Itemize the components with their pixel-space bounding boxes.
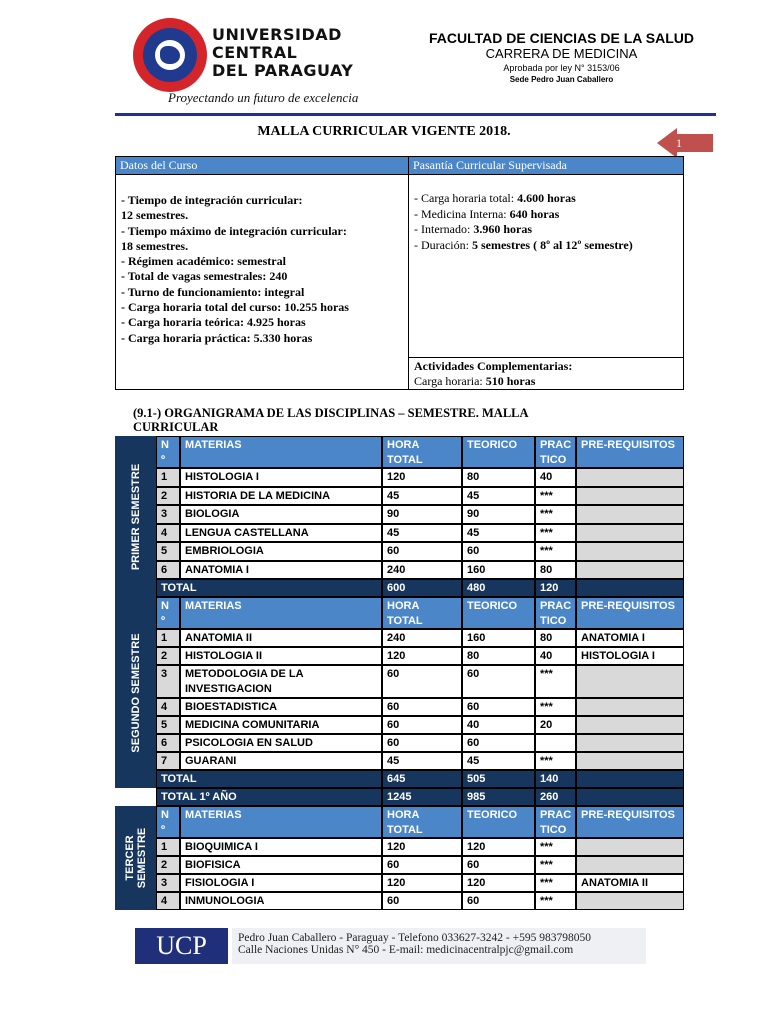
subject-name: BIOESTADISTICA bbox=[180, 698, 382, 716]
subject-theory-hours: 160 bbox=[462, 561, 535, 580]
header-number: N º bbox=[156, 806, 180, 838]
university-name-line: DEL PARAGUAY bbox=[212, 61, 354, 80]
subject-practice-hours: *** bbox=[535, 698, 576, 716]
row-number: 4 bbox=[156, 892, 180, 910]
header-prerequisitos: PRE-REQUISITOS bbox=[576, 597, 684, 629]
faculty-name: FACULTAD DE CIENCIAS DE LA SALUD bbox=[429, 30, 694, 46]
subject-name: ANATOMIA II bbox=[180, 629, 382, 647]
subject-name: PSICOLOGIA EN SALUD bbox=[180, 734, 382, 752]
subject-theory-hours: 80 bbox=[462, 647, 535, 665]
subject-prerequisite: ANATOMIA II bbox=[576, 874, 684, 892]
subject-prerequisite bbox=[576, 524, 684, 543]
subject-name: HISTOLOGIA II bbox=[180, 647, 382, 665]
row-number: 5 bbox=[156, 716, 180, 734]
row-number: 2 bbox=[156, 647, 180, 665]
course-data-line: - Carga horaria total del curso: 10.255 horas bbox=[121, 300, 349, 315]
total-hours: 600 bbox=[382, 579, 462, 597]
subject-total-hours: 60 bbox=[382, 856, 462, 874]
subject-practice-hours: *** bbox=[535, 524, 576, 543]
header-materias: MATERIAS bbox=[180, 597, 382, 629]
row-number: 3 bbox=[156, 505, 180, 524]
subject-practice-hours: 20 bbox=[535, 716, 576, 734]
subject-practice-hours: *** bbox=[535, 838, 576, 856]
footer-line: Calle Naciones Unidas N° 450 - E-mail: medicinacentralpjc@gmail.com bbox=[238, 944, 574, 956]
footer-contact bbox=[238, 932, 591, 956]
law-approval: Aprobada por ley N° 3153/06 bbox=[503, 63, 620, 73]
subject-prerequisite bbox=[576, 505, 684, 524]
subject-total-hours: 45 bbox=[382, 524, 462, 543]
row-number: 3 bbox=[156, 874, 180, 892]
subject-prerequisite bbox=[576, 665, 684, 698]
header-materias: MATERIAS bbox=[180, 436, 382, 468]
header-teorico: TEORICO bbox=[462, 806, 535, 838]
subject-total-hours: 60 bbox=[382, 665, 462, 698]
subject-name: LENGUA CASTELLANA bbox=[180, 524, 382, 543]
subject-practice-hours: *** bbox=[535, 505, 576, 524]
subject-theory-hours: 45 bbox=[462, 752, 535, 770]
total-prereq bbox=[576, 579, 684, 597]
subject-theory-hours: 60 bbox=[462, 734, 535, 752]
total-theory: 985 bbox=[462, 788, 535, 806]
total-prereq bbox=[576, 788, 684, 806]
total-theory: 505 bbox=[462, 770, 535, 788]
subject-theory-hours: 160 bbox=[462, 629, 535, 647]
row-number: 4 bbox=[156, 698, 180, 716]
subject-theory-hours: 80 bbox=[462, 468, 535, 487]
subject-practice-hours: *** bbox=[535, 542, 576, 561]
total-practice: 140 bbox=[535, 770, 576, 788]
line-label: Carga horaria: bbox=[414, 374, 486, 388]
ucp-logo: UCP bbox=[135, 928, 228, 964]
activities-title: Actividades Complementarias: bbox=[414, 359, 573, 373]
subject-theory-hours: 90 bbox=[462, 505, 535, 524]
header-practico: PRAC TICO bbox=[535, 597, 576, 629]
subject-prerequisite bbox=[576, 487, 684, 506]
subject-total-hours: 45 bbox=[382, 487, 462, 506]
subject-total-hours: 60 bbox=[382, 716, 462, 734]
subject-name: BIOLOGIA bbox=[180, 505, 382, 524]
subject-prerequisite bbox=[576, 698, 684, 716]
subject-practice-hours: *** bbox=[535, 892, 576, 910]
section-title: (9.1-) ORGANIGRAMA DE LAS DISCIPLINAS – SEMESTRE. MALLA CURRICULAR bbox=[133, 406, 528, 434]
header-number: N º bbox=[156, 597, 180, 629]
row-number: 7 bbox=[156, 752, 180, 770]
line-label: - Medicina Interna: bbox=[414, 206, 510, 221]
course-data-line: - Total de vagas semestrales: 240 bbox=[121, 269, 288, 284]
subject-total-hours: 120 bbox=[382, 468, 462, 487]
total-hours: 645 bbox=[382, 770, 462, 788]
subject-prerequisite bbox=[576, 892, 684, 910]
subject-name: HISTORIA DE LA MEDICINA bbox=[180, 487, 382, 506]
campus-name: Sede Pedro Juan Caballero bbox=[509, 75, 614, 84]
subject-practice-hours: 40 bbox=[535, 647, 576, 665]
subject-name: MEDICINA COMUNITARIA bbox=[180, 716, 382, 734]
internship-header: Pasantía Curricular Supervisada bbox=[413, 158, 567, 172]
subject-practice-hours: *** bbox=[535, 752, 576, 770]
subject-theory-hours: 60 bbox=[462, 698, 535, 716]
subject-prerequisite bbox=[576, 752, 684, 770]
total-label: TOTAL bbox=[156, 579, 382, 597]
subject-prerequisite bbox=[576, 716, 684, 734]
subject-total-hours: 60 bbox=[382, 542, 462, 561]
subject-theory-hours: 45 bbox=[462, 524, 535, 543]
course-data-line: 12 semestres. bbox=[121, 208, 189, 223]
course-data-header: Datos del Curso bbox=[120, 158, 198, 172]
row-number: 1 bbox=[156, 838, 180, 856]
row-number: 2 bbox=[156, 856, 180, 874]
subject-total-hours: 120 bbox=[382, 874, 462, 892]
line-value: 3.960 horas bbox=[473, 222, 532, 237]
row-number: 2 bbox=[156, 487, 180, 506]
subject-practice-hours: *** bbox=[535, 856, 576, 874]
subject-practice-hours bbox=[535, 734, 576, 752]
subject-prerequisite bbox=[576, 468, 684, 487]
subject-name: BIOQUIMICA I bbox=[180, 838, 382, 856]
course-data-line: - Carga horaria práctica: 5.330 horas bbox=[121, 330, 313, 345]
course-data-line: - Régimen académico: semestral bbox=[121, 254, 286, 269]
total-theory: 480 bbox=[462, 579, 535, 597]
line-value: 510 horas bbox=[485, 374, 536, 388]
subject-prerequisite bbox=[576, 838, 684, 856]
total-hours: 1245 bbox=[382, 788, 462, 806]
subject-name: GUARANI bbox=[180, 752, 382, 770]
semester-label-text: PRIMER SEMESTRE bbox=[129, 463, 142, 570]
line-label: - Internado: bbox=[414, 222, 474, 237]
row-number: 5 bbox=[156, 542, 180, 561]
subject-theory-hours: 60 bbox=[462, 892, 535, 910]
subject-prerequisite bbox=[576, 856, 684, 874]
university-name-line: CENTRAL bbox=[212, 43, 298, 62]
total-prereq bbox=[576, 770, 684, 788]
line-label: - Duración: bbox=[414, 237, 472, 252]
subject-prerequisite bbox=[576, 542, 684, 561]
header-teorico: TEORICO bbox=[462, 597, 535, 629]
row-number: 3 bbox=[156, 665, 180, 698]
header-materias: MATERIAS bbox=[180, 806, 382, 838]
header-teorico: TEORICO bbox=[462, 436, 535, 468]
subject-name: FISIOLOGIA I bbox=[180, 874, 382, 892]
header-hora-total: HORA TOTAL bbox=[382, 436, 462, 468]
header-hora-total: HORA TOTAL bbox=[382, 597, 462, 629]
slogan: Proyectando un futuro de excelencia bbox=[168, 90, 359, 105]
row-number: 6 bbox=[156, 561, 180, 580]
header-number: N º bbox=[156, 436, 180, 468]
subject-practice-hours: *** bbox=[535, 487, 576, 506]
row-number: 1 bbox=[156, 629, 180, 647]
semester-label-text: TERCER SEMESTRE bbox=[123, 827, 148, 889]
subject-practice-hours: 80 bbox=[535, 561, 576, 580]
subject-name: EMBRIOLOGIA bbox=[180, 542, 382, 561]
subject-theory-hours: 120 bbox=[462, 874, 535, 892]
subject-total-hours: 240 bbox=[382, 561, 462, 580]
course-data-line: 18 semestres. bbox=[121, 238, 189, 253]
row-number: 1 bbox=[156, 468, 180, 487]
line-label: - Carga horaria total: bbox=[414, 191, 518, 205]
course-data-line: - Tiempo de integración curricular: bbox=[121, 193, 303, 207]
header-practico: PRAC TICO bbox=[535, 436, 576, 468]
total-practice: 120 bbox=[535, 579, 576, 597]
subject-total-hours: 60 bbox=[382, 734, 462, 752]
header-prerequisitos: PRE-REQUISITOS bbox=[576, 806, 684, 838]
subject-theory-hours: 60 bbox=[462, 665, 535, 698]
semester-label bbox=[115, 597, 156, 788]
subject-name: METODOLOGIA DE LA INVESTIGACION bbox=[180, 665, 382, 698]
subject-practice-hours: *** bbox=[535, 665, 576, 698]
line-value: 4.600 horas bbox=[517, 191, 576, 205]
header-hora-total: HORA TOTAL bbox=[382, 806, 462, 838]
row-number: 4 bbox=[156, 524, 180, 543]
subject-total-hours: 120 bbox=[382, 647, 462, 665]
course-data-line: - Tiempo máximo de integración curricular: bbox=[121, 223, 347, 238]
semester-label bbox=[115, 806, 156, 910]
header-prerequisitos: PRE-REQUISITOS bbox=[576, 436, 684, 468]
course-data-line: - Carga horaria teórica: 4.925 horas bbox=[121, 315, 306, 330]
semester-label-text: SEGUNDO SEMESTRE bbox=[129, 632, 142, 753]
subject-prerequisite bbox=[576, 561, 684, 580]
header-practico: PRAC TICO bbox=[535, 806, 576, 838]
subject-total-hours: 60 bbox=[382, 892, 462, 910]
semester-label bbox=[115, 436, 156, 597]
subject-total-hours: 60 bbox=[382, 698, 462, 716]
subject-name: BIOFISICA bbox=[180, 856, 382, 874]
line-value: 640 horas bbox=[509, 206, 560, 221]
page-number: 1 bbox=[676, 136, 682, 150]
total-practice: 260 bbox=[535, 788, 576, 806]
subject-theory-hours: 60 bbox=[462, 542, 535, 561]
footer-line: Pedro Juan Caballero - Paraguay - Telefono 033627-3242 - +595 983798050 bbox=[238, 932, 591, 944]
subject-name: HISTOLOGIA I bbox=[180, 468, 382, 487]
subject-theory-hours: 45 bbox=[462, 487, 535, 506]
subject-name: ANATOMIA I bbox=[180, 561, 382, 580]
subject-total-hours: 45 bbox=[382, 752, 462, 770]
subject-name: INMUNOLOGIA bbox=[180, 892, 382, 910]
course-data-line: - Turno de funcionamiento: integral bbox=[121, 284, 305, 299]
page-title: MALLA CURRICULAR VIGENTE 2018. bbox=[257, 124, 511, 139]
subject-total-hours: 90 bbox=[382, 505, 462, 524]
subject-theory-hours: 60 bbox=[462, 856, 535, 874]
subject-theory-hours: 120 bbox=[462, 838, 535, 856]
subject-prerequisite: HISTOLOGIA I bbox=[576, 647, 684, 665]
subject-practice-hours: *** bbox=[535, 874, 576, 892]
subject-practice-hours: 40 bbox=[535, 468, 576, 487]
subject-prerequisite bbox=[576, 734, 684, 752]
subject-practice-hours: 80 bbox=[535, 629, 576, 647]
university-name-line: UNIVERSIDAD bbox=[212, 25, 342, 44]
subject-prerequisite: ANATOMIA I bbox=[576, 629, 684, 647]
total-label: TOTAL bbox=[156, 770, 382, 788]
subject-total-hours: 240 bbox=[382, 629, 462, 647]
career-name: CARRERA DE MEDICINA bbox=[485, 46, 638, 61]
line-value: 5 semestres ( 8º al 12º semestre) bbox=[471, 237, 633, 252]
subject-theory-hours: 40 bbox=[462, 716, 535, 734]
total-label: TOTAL 1º AÑO bbox=[156, 788, 382, 806]
row-number: 6 bbox=[156, 734, 180, 752]
subject-total-hours: 120 bbox=[382, 838, 462, 856]
